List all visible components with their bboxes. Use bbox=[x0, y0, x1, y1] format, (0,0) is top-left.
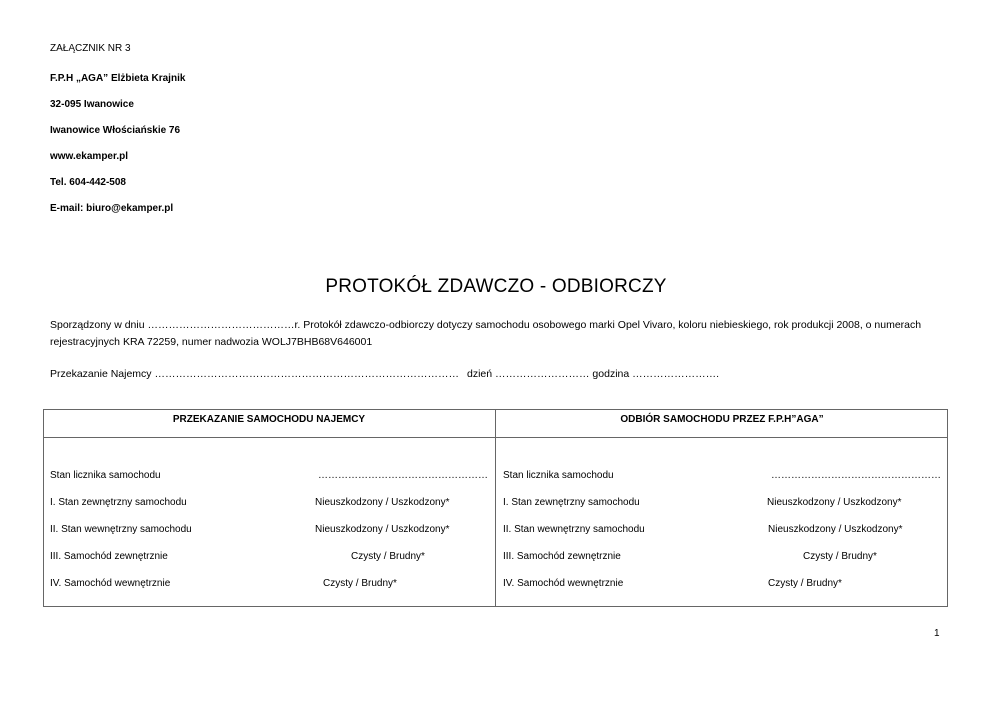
left-row-label: I. Stan zewnętrzny samochodu bbox=[50, 497, 187, 508]
company-address: Iwanowice Włościańskie 76 bbox=[50, 125, 181, 136]
left-row-label: IV. Samochód wewnętrznie bbox=[50, 578, 171, 589]
date-time-field: dzień ……………………… godzina ……………………. bbox=[467, 368, 720, 380]
right-row-value: Nieuszkodzony / Uszkodzony* bbox=[768, 524, 903, 535]
right-row-value: Czysty / Brudny* bbox=[768, 578, 842, 589]
right-row-label: I. Stan zewnętrzny samochodu bbox=[503, 497, 640, 508]
left-row-value: …………………………………………… bbox=[318, 470, 488, 481]
page-number: 1 bbox=[934, 628, 940, 639]
left-row-value: Czysty / Brudny* bbox=[323, 578, 397, 589]
left-column-header: PRZEKAZANIE SAMOCHODU NAJEMCY bbox=[172, 414, 366, 425]
company-email: E-mail: biuro@ekamper.pl bbox=[50, 203, 174, 214]
left-row-value: Nieuszkodzony / Uszkodzony* bbox=[315, 524, 450, 535]
right-row-value: Nieuszkodzony / Uszkodzony* bbox=[767, 497, 902, 508]
company-phone: Tel. 604-442-508 bbox=[50, 177, 126, 188]
right-row-label: II. Stan wewnętrzny samochodu bbox=[503, 524, 645, 535]
right-row-label: IV. Samochód wewnętrznie bbox=[503, 578, 624, 589]
left-row-label: II. Stan wewnętrzny samochodu bbox=[50, 524, 192, 535]
company-name: F.P.H „AGA” Elżbieta Krajnik bbox=[50, 73, 186, 84]
left-row-value: Czysty / Brudny* bbox=[351, 551, 425, 562]
company-postal: 32-095 Iwanowice bbox=[50, 99, 134, 110]
table-divider bbox=[495, 409, 496, 607]
left-row-label: III. Samochód zewnętrznie bbox=[50, 551, 168, 562]
left-row-value: Nieuszkodzony / Uszkodzony* bbox=[315, 497, 450, 508]
right-row-value: …………………………………………… bbox=[771, 470, 941, 481]
company-website: www.ekamper.pl bbox=[50, 151, 128, 162]
document-title: PROTOKÓŁ ZDAWCZO - ODBIORCZY bbox=[325, 276, 667, 297]
intro-paragraph: Sporządzony w dniu ……………………………………r. Protokół zdawczo-odbiorczy dotyczy samochodu osobowego marki Opel Vivaro, koloru niebieskiego, rok produkcji 2008, o numerach rejestracyjnych KRA 72259, numer nadwozia WOLJ7BHB68V646001 bbox=[50, 319, 922, 348]
handover-field: Przekazanie Najemcy …………………………………………………………………………… bbox=[50, 368, 459, 380]
right-row-label: Stan licznika samochodu bbox=[503, 470, 614, 481]
right-row-label: III. Samochód zewnętrznie bbox=[503, 551, 621, 562]
left-row-label: Stan licznika samochodu bbox=[50, 470, 161, 481]
table-header-separator bbox=[43, 437, 948, 438]
right-row-value: Czysty / Brudny* bbox=[803, 551, 877, 562]
annex-label: ZAŁĄCZNIK NR 3 bbox=[50, 43, 131, 54]
right-column-header: ODBIÓR SAMOCHODU PRZEZ F.P.H”AGA” bbox=[620, 414, 824, 425]
